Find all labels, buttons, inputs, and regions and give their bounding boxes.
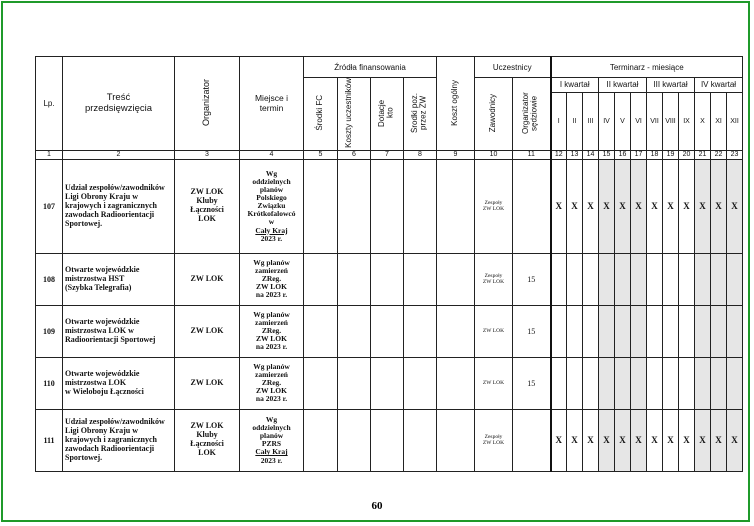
month-mark bbox=[679, 357, 695, 409]
column-number: 7 bbox=[371, 150, 404, 159]
month-mark: X bbox=[583, 409, 599, 471]
row-lp: 108 bbox=[36, 253, 63, 305]
header-koszt-ogolny: Koszt ogólny bbox=[437, 57, 475, 151]
column-number: 3 bbox=[175, 150, 240, 159]
month-mark: X bbox=[695, 159, 711, 253]
month-mark bbox=[647, 357, 663, 409]
text-line: Łączności bbox=[190, 439, 224, 449]
text-line: ZW LOK bbox=[256, 334, 287, 344]
plan-table bbox=[35, 56, 743, 472]
column-number: 13 bbox=[567, 150, 583, 159]
empty-cell bbox=[304, 357, 338, 409]
month-mark bbox=[647, 305, 663, 357]
text-line: Łączności bbox=[190, 205, 224, 215]
month-mark bbox=[631, 305, 647, 357]
month-mark: X bbox=[567, 409, 583, 471]
month-mark bbox=[679, 253, 695, 305]
header-srodki-poz: Środki poz. przez ZW bbox=[404, 78, 437, 151]
text-line: (Szybka Telegrafia) bbox=[65, 282, 132, 292]
text-line: ZW LOK bbox=[482, 440, 505, 447]
table-row bbox=[36, 409, 743, 471]
column-numbers-row bbox=[36, 150, 743, 159]
month-mark bbox=[599, 357, 615, 409]
header-terminarz: Terminarz - miesiące bbox=[551, 57, 743, 78]
text-line: Kluby bbox=[196, 196, 218, 206]
text-line: Kluby bbox=[196, 430, 218, 440]
row-tresc bbox=[63, 305, 175, 357]
month-mark bbox=[567, 253, 583, 305]
empty-cell bbox=[338, 357, 371, 409]
month-mark bbox=[631, 357, 647, 409]
month-mark: X bbox=[567, 159, 583, 253]
text-line: Sportowej. bbox=[65, 218, 103, 228]
month-mark: X bbox=[663, 409, 679, 471]
header-month: VIII bbox=[663, 92, 679, 150]
plan-table-body bbox=[36, 57, 743, 472]
month-mark bbox=[663, 357, 679, 409]
text-line: zawodach Radioorientacji bbox=[65, 209, 155, 219]
month-mark bbox=[727, 253, 743, 305]
text-line: na 2023 r. bbox=[255, 394, 288, 404]
column-number: 5 bbox=[304, 150, 338, 159]
page-number: 60 bbox=[371, 500, 383, 512]
column-number: 9 bbox=[437, 150, 475, 159]
column-number: 8 bbox=[404, 150, 437, 159]
row-sedziowie bbox=[513, 159, 551, 253]
column-number: 19 bbox=[663, 150, 679, 159]
table-row bbox=[36, 159, 743, 253]
month-mark bbox=[615, 305, 631, 357]
text-line: ZW LOK bbox=[190, 325, 224, 335]
row-lp: 111 bbox=[36, 409, 63, 471]
row-tresc bbox=[63, 159, 175, 253]
month-mark bbox=[551, 253, 567, 305]
text-line: 2023 r. bbox=[260, 455, 283, 465]
header-month: X bbox=[695, 92, 711, 150]
text-line: Ligi Obrony Kraju w bbox=[65, 425, 138, 435]
header-month: XI bbox=[711, 92, 727, 150]
text-line: mistrzostwa HST bbox=[65, 273, 125, 283]
text-line: oddzielnych bbox=[252, 176, 291, 186]
header-month: IV bbox=[599, 92, 615, 150]
month-mark: X bbox=[679, 409, 695, 471]
row-miejsce bbox=[240, 159, 304, 253]
text-line: Krótkofalowcó bbox=[247, 209, 296, 219]
text-line: zamierzeń bbox=[255, 370, 288, 380]
empty-cell bbox=[338, 253, 371, 305]
month-mark bbox=[711, 305, 727, 357]
text-line: mistrzostwa LOK bbox=[65, 377, 127, 387]
text-line: Zespoły bbox=[484, 434, 503, 441]
month-mark bbox=[567, 357, 583, 409]
text-line: ZReg. bbox=[261, 326, 282, 336]
column-number: 14 bbox=[583, 150, 599, 159]
text-line: Zespoły bbox=[484, 273, 503, 280]
row-organizator bbox=[175, 305, 240, 357]
empty-cell bbox=[338, 305, 371, 357]
row-organizator bbox=[175, 159, 240, 253]
table-row bbox=[36, 253, 743, 305]
empty-cell bbox=[371, 409, 404, 471]
empty-cell bbox=[437, 357, 475, 409]
header-month: VII bbox=[647, 92, 663, 150]
text-line: ZW LOK bbox=[482, 380, 505, 387]
table-row bbox=[36, 357, 743, 409]
empty-cell bbox=[437, 159, 475, 253]
row-zawodnicy bbox=[475, 305, 513, 357]
empty-cell bbox=[338, 159, 371, 253]
row-zawodnicy bbox=[475, 409, 513, 471]
row-sedziowie: 15 bbox=[513, 357, 551, 409]
month-mark: X bbox=[647, 409, 663, 471]
month-mark bbox=[615, 357, 631, 409]
month-mark: X bbox=[727, 409, 743, 471]
month-mark bbox=[583, 253, 599, 305]
text-line: Radioorientacji Sportowej bbox=[65, 334, 156, 344]
header-lp: Lp. bbox=[36, 57, 63, 151]
row-organizator bbox=[175, 409, 240, 471]
text-line: krajowych i zagranicznych bbox=[65, 200, 157, 210]
text-line: na 2023 r. bbox=[255, 290, 288, 300]
empty-cell bbox=[338, 409, 371, 471]
text-line: ZW LOK bbox=[190, 421, 224, 431]
empty-cell bbox=[304, 409, 338, 471]
column-number: 4 bbox=[240, 150, 304, 159]
month-mark: X bbox=[727, 159, 743, 253]
text-line: ZW LOK bbox=[482, 206, 505, 213]
text-line: Wg planów bbox=[253, 258, 290, 268]
column-number: 23 bbox=[727, 150, 743, 159]
month-mark bbox=[647, 253, 663, 305]
header-kwartal-3: III kwartał bbox=[647, 78, 695, 93]
text-line: Wg planów bbox=[253, 310, 290, 320]
month-mark bbox=[567, 305, 583, 357]
row-sedziowie bbox=[513, 409, 551, 471]
column-number: 15 bbox=[599, 150, 615, 159]
month-mark: X bbox=[599, 409, 615, 471]
text-line: Wg planów bbox=[253, 362, 290, 372]
column-number: 1 bbox=[36, 150, 63, 159]
row-zawodnicy bbox=[475, 253, 513, 305]
header-month: III bbox=[583, 92, 599, 150]
row-miejsce bbox=[240, 409, 304, 471]
header-organizator: Organizator bbox=[175, 57, 240, 151]
month-mark bbox=[711, 253, 727, 305]
text-line: zamierzeń bbox=[255, 266, 288, 276]
column-number: 6 bbox=[338, 150, 371, 159]
empty-cell bbox=[404, 409, 437, 471]
text-line: planów bbox=[259, 185, 284, 195]
month-mark bbox=[599, 305, 615, 357]
text-line: w Wieloboju Łączności bbox=[65, 386, 144, 396]
month-mark bbox=[583, 357, 599, 409]
month-mark bbox=[679, 305, 695, 357]
empty-cell bbox=[437, 409, 475, 471]
text-line: ZReg. bbox=[261, 378, 282, 388]
header-koszty-uczestnikow: Koszty uczestników bbox=[338, 78, 371, 151]
empty-cell bbox=[404, 357, 437, 409]
month-mark bbox=[727, 357, 743, 409]
text-line: Udział zespołów/zawodników bbox=[65, 182, 165, 192]
month-mark bbox=[615, 253, 631, 305]
month-mark: X bbox=[711, 159, 727, 253]
month-mark bbox=[599, 253, 615, 305]
empty-cell bbox=[371, 305, 404, 357]
text-line: ZW LOK bbox=[190, 187, 224, 197]
text-line: ZW LOK bbox=[482, 279, 505, 286]
column-number: 2 bbox=[63, 150, 175, 159]
empty-cell bbox=[304, 305, 338, 357]
column-number: 11 bbox=[513, 150, 551, 159]
month-mark: X bbox=[711, 409, 727, 471]
column-number: 20 bbox=[679, 150, 695, 159]
text-line: LOK bbox=[198, 214, 216, 224]
row-lp: 107 bbox=[36, 159, 63, 253]
column-number: 16 bbox=[615, 150, 631, 159]
text-line: zamierzeń bbox=[255, 318, 288, 328]
month-mark: X bbox=[599, 159, 615, 253]
empty-cell bbox=[404, 253, 437, 305]
empty-cell bbox=[371, 253, 404, 305]
month-mark: X bbox=[647, 159, 663, 253]
month-mark: X bbox=[615, 159, 631, 253]
text-line: Wg bbox=[265, 168, 278, 178]
text-line: PZRS bbox=[261, 439, 282, 449]
month-mark: X bbox=[631, 409, 647, 471]
month-mark bbox=[695, 253, 711, 305]
month-mark bbox=[631, 253, 647, 305]
row-zawodnicy bbox=[475, 159, 513, 253]
empty-cell bbox=[371, 357, 404, 409]
text-line: oddzielnych bbox=[252, 423, 291, 433]
header-month: II bbox=[567, 92, 583, 150]
column-number: 22 bbox=[711, 150, 727, 159]
empty-cell bbox=[371, 159, 404, 253]
empty-cell bbox=[304, 159, 338, 253]
header-month: V bbox=[615, 92, 631, 150]
text-line: planów bbox=[259, 431, 284, 441]
row-tresc bbox=[63, 409, 175, 471]
text-line: w bbox=[268, 217, 275, 227]
header-kwartal-4: IV kwartał bbox=[695, 78, 743, 93]
month-mark bbox=[551, 357, 567, 409]
row-miejsce bbox=[240, 357, 304, 409]
month-mark: X bbox=[615, 409, 631, 471]
text-line: ZW LOK bbox=[482, 328, 505, 335]
header-srodki-fc: Środki FC bbox=[304, 78, 338, 151]
column-number: 21 bbox=[695, 150, 711, 159]
text-line: Ligi Obrony Kraju w bbox=[65, 191, 138, 201]
header-month: I bbox=[551, 92, 567, 150]
month-mark: X bbox=[583, 159, 599, 253]
header-row-1 bbox=[36, 57, 743, 78]
month-mark: X bbox=[663, 159, 679, 253]
row-lp: 109 bbox=[36, 305, 63, 357]
text-line: ZW LOK bbox=[190, 273, 224, 283]
empty-cell bbox=[304, 253, 338, 305]
header-dotacje: Dotacje kto bbox=[371, 78, 404, 151]
text-line: Związku bbox=[257, 201, 286, 211]
text-line: na 2023 r. bbox=[255, 342, 288, 352]
header-kwartal-2: II kwartał bbox=[599, 78, 647, 93]
column-number: 12 bbox=[551, 150, 567, 159]
text-line: Udział zespołów/zawodników bbox=[65, 416, 165, 426]
empty-cell bbox=[437, 305, 475, 357]
text-line: mistrzostwa LOK w bbox=[65, 325, 134, 335]
month-mark bbox=[663, 305, 679, 357]
text-line: Cały Kraj bbox=[255, 447, 288, 457]
month-mark bbox=[695, 357, 711, 409]
text-line: ZW LOK bbox=[190, 377, 224, 387]
header-uczestnicy: Uczestnicy bbox=[475, 57, 551, 78]
column-number: 17 bbox=[631, 150, 647, 159]
month-mark bbox=[695, 305, 711, 357]
column-number: 10 bbox=[475, 150, 513, 159]
month-mark: X bbox=[695, 409, 711, 471]
column-number: 18 bbox=[647, 150, 663, 159]
header-organizator-sedziowie: Organizator sędziowie bbox=[513, 78, 551, 151]
month-mark bbox=[711, 357, 727, 409]
empty-cell bbox=[437, 253, 475, 305]
text-line: LOK bbox=[198, 448, 216, 458]
header-month: IX bbox=[679, 92, 695, 150]
text-line: Otwarte wojewódzkie bbox=[65, 368, 140, 378]
month-mark bbox=[583, 305, 599, 357]
row-lp: 110 bbox=[36, 357, 63, 409]
header-miejsce: Miejsce i termin bbox=[240, 57, 304, 151]
header-tresc: Treść przedsięwzięcia bbox=[63, 57, 175, 151]
table-row bbox=[36, 305, 743, 357]
row-zawodnicy bbox=[475, 357, 513, 409]
row-miejsce bbox=[240, 305, 304, 357]
row-organizator bbox=[175, 357, 240, 409]
row-organizator bbox=[175, 253, 240, 305]
month-mark: X bbox=[551, 409, 567, 471]
text-line: ZReg. bbox=[261, 274, 282, 284]
month-mark: X bbox=[679, 159, 695, 253]
empty-cell bbox=[404, 159, 437, 253]
month-mark bbox=[663, 253, 679, 305]
month-mark: X bbox=[551, 159, 567, 253]
header-zawodnicy: Zawodnicy bbox=[475, 78, 513, 151]
text-line: 2023 r. bbox=[260, 233, 283, 243]
month-mark: X bbox=[631, 159, 647, 253]
text-line: Polskiego bbox=[256, 193, 287, 203]
row-sedziowie: 15 bbox=[513, 253, 551, 305]
empty-cell bbox=[404, 305, 437, 357]
text-line: Otwarte wojewódzkie bbox=[65, 264, 140, 274]
row-tresc bbox=[63, 357, 175, 409]
text-line: Otwarte wojewódzkie bbox=[65, 316, 140, 326]
month-mark bbox=[551, 305, 567, 357]
row-sedziowie: 15 bbox=[513, 305, 551, 357]
text-line: zawodach Radioorientacji bbox=[65, 443, 155, 453]
text-line: Sportowej. bbox=[65, 452, 103, 462]
text-line: ZW LOK bbox=[256, 282, 287, 292]
row-tresc bbox=[63, 253, 175, 305]
month-mark bbox=[727, 305, 743, 357]
text-line: Cały Kraj bbox=[255, 225, 288, 235]
text-line: Zespoły bbox=[484, 200, 503, 207]
header-kwartal-1: I kwartał bbox=[551, 78, 599, 93]
header-month: XII bbox=[727, 92, 743, 150]
header-zrodla: Źródła finansowania bbox=[304, 57, 437, 78]
header-month: VI bbox=[631, 92, 647, 150]
text-line: krajowych i zagranicznych bbox=[65, 434, 157, 444]
text-line: Wg bbox=[265, 415, 278, 425]
row-miejsce bbox=[240, 253, 304, 305]
text-line: ZW LOK bbox=[256, 386, 287, 396]
